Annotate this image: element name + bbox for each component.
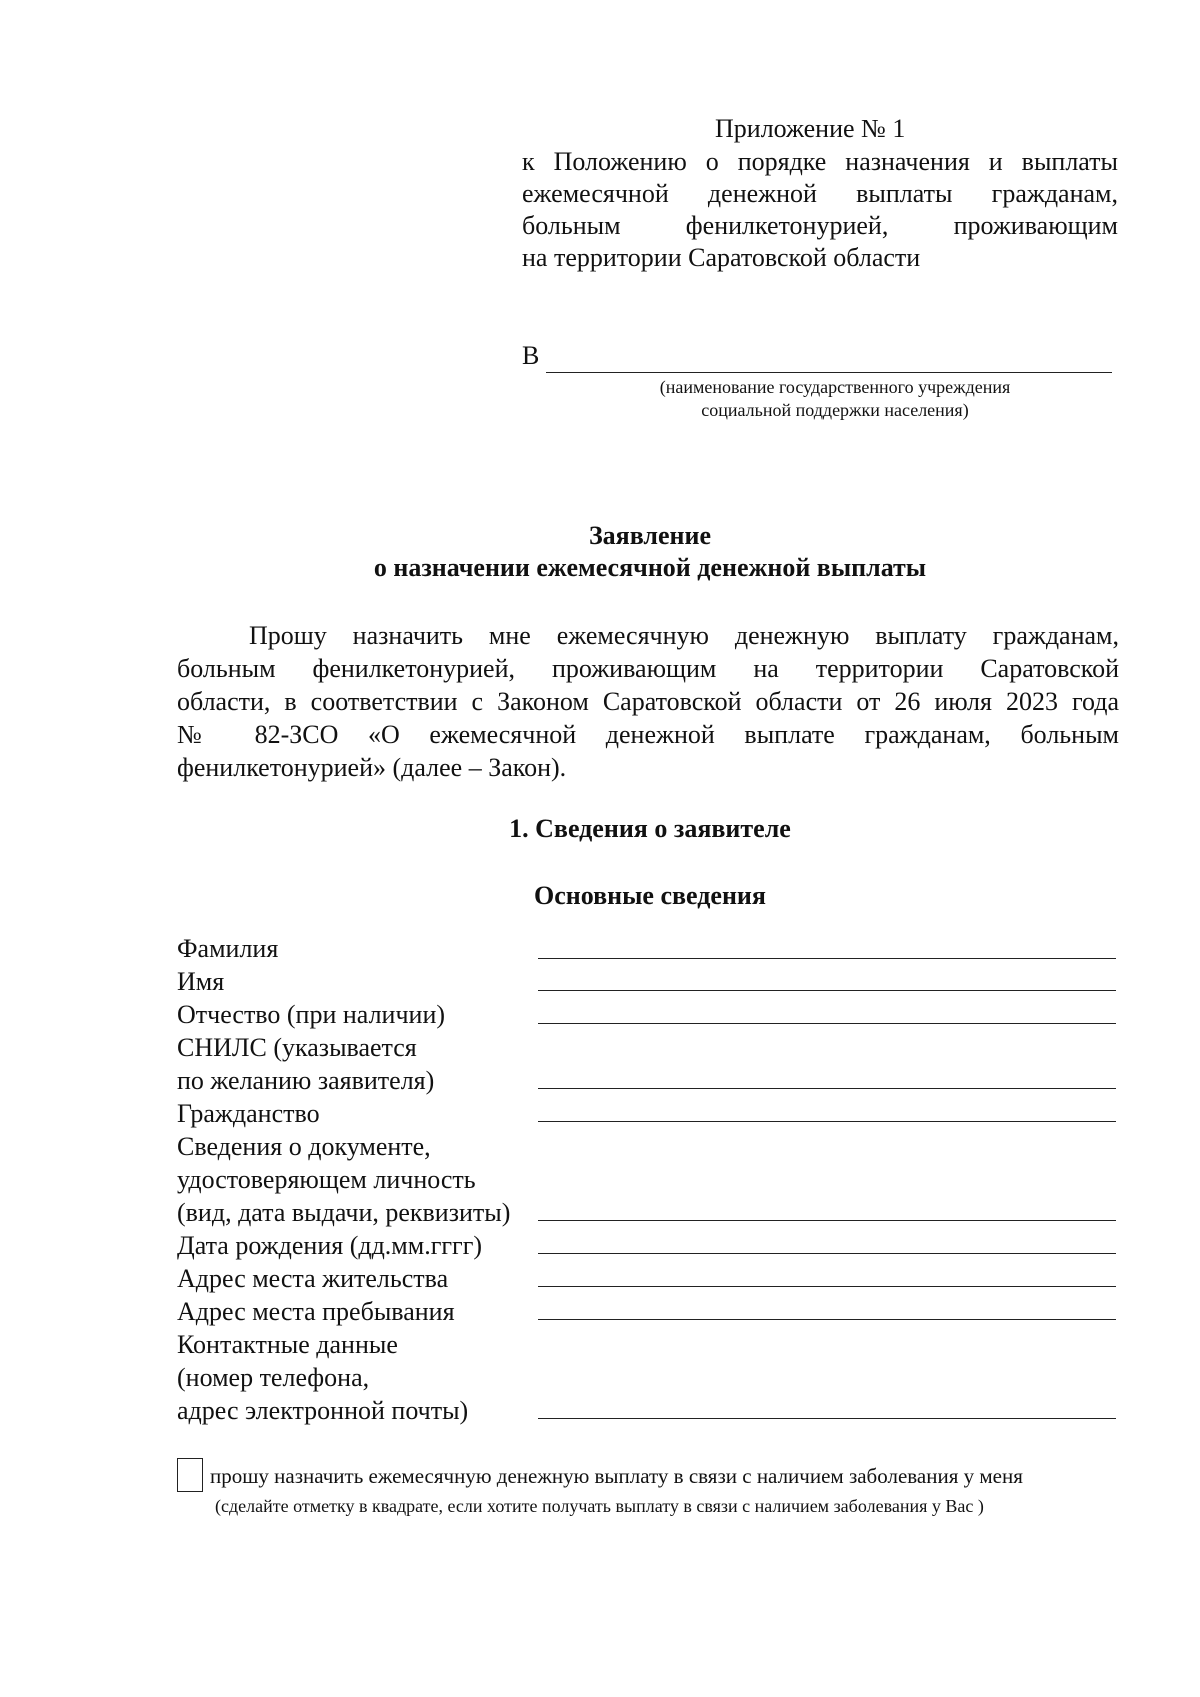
own-disease-checkbox-hint: (сделайте отметку в квадрате, если хотите получать выплату в связи с наличием заболевания у Вас )	[215, 1496, 984, 1516]
field-label-birth-date	[177, 1229, 482, 1262]
field-label-residence-address	[177, 1262, 448, 1295]
field-line-stay-address[interactable]	[538, 1319, 1116, 1320]
field-label-name	[177, 965, 224, 998]
field-label-line: Адрес места жительства	[177, 1264, 449, 1293]
addressee-caption	[600, 376, 1070, 422]
field-label-surname	[177, 932, 278, 965]
addressee-input-line[interactable]	[546, 372, 1112, 373]
field-line-contacts[interactable]	[538, 1418, 1116, 1419]
own-disease-checkbox[interactable]	[177, 1458, 203, 1492]
field-line-birth-date[interactable]	[538, 1253, 1116, 1254]
field-label-line: СНИЛС (указывается	[177, 1033, 417, 1062]
addressee-caption-line: социальной поддержки населения)	[701, 400, 969, 420]
field-line-citizenship[interactable]	[538, 1121, 1116, 1122]
appendix-title: Приложение № 1	[715, 114, 906, 143]
field-label-line: Контактные данные	[177, 1330, 398, 1359]
field-label-patronymic	[177, 998, 445, 1031]
field-label-line: Имя	[177, 967, 225, 996]
subsection-heading: Основные сведения	[534, 881, 766, 910]
field-label-snils	[177, 1031, 434, 1097]
document-title-line: о назначении ежемесячной денежной выплаты	[373, 553, 927, 582]
intro-line: больным фенилкетонурией, проживающим на территории Саратовской	[177, 654, 1119, 683]
document-title-line: Заявление	[588, 521, 712, 550]
field-line-id-document[interactable]	[538, 1220, 1116, 1221]
appendix-line: ежемесячной денежной выплаты гражданам,	[522, 179, 1118, 208]
field-label-line: Дата рождения (дд.мм.гггг)	[177, 1231, 483, 1260]
appendix-line: на территории Саратовской области	[522, 243, 921, 272]
intro-line: № 82-ЗСО «О ежемесячной денежной выплате гражданам, больным	[177, 720, 1119, 749]
intro-line: Прошу назначить мне ежемесячную денежную выплату гражданам,	[249, 621, 1119, 650]
field-label-line: (вид, дата выдачи, реквизиты)	[177, 1198, 511, 1227]
field-line-name[interactable]	[538, 990, 1116, 991]
own-disease-checkbox-label: прошу назначить ежемесячную денежную выплату в связи с наличием заболевания у меня	[210, 1464, 1023, 1488]
addressee-row	[522, 340, 1112, 376]
field-line-residence-address[interactable]	[538, 1286, 1116, 1287]
field-label-line: Отчество (при наличии)	[177, 1000, 446, 1029]
appendix-line: к Положению о порядке назначения и выплаты	[522, 147, 1118, 176]
field-label-stay-address	[177, 1295, 455, 1328]
addressee-prefix: В	[522, 341, 540, 370]
field-label-citizenship	[177, 1097, 320, 1130]
appendix-line: больным фенилкетонурией, проживающим	[522, 211, 1118, 240]
field-label-contacts	[177, 1328, 468, 1427]
field-label-line: Фамилия	[177, 934, 279, 963]
intro-paragraph	[177, 619, 1119, 784]
field-line-patronymic[interactable]	[538, 1023, 1116, 1024]
field-label-line: Гражданство	[177, 1099, 320, 1128]
field-label-line: (номер телефона,	[177, 1363, 370, 1392]
field-label-line: Сведения о документе,	[177, 1132, 431, 1161]
intro-line: области, в соответствии с Законом Саратовской области от 26 июля 2023 года	[177, 687, 1119, 716]
appendix-reference	[522, 146, 1118, 274]
field-label-line: Адрес места пребывания	[177, 1297, 455, 1326]
field-label-line: по желанию заявителя)	[177, 1066, 435, 1095]
intro-line: фенилкетонурией» (далее – Закон).	[177, 753, 567, 782]
field-line-snils[interactable]	[538, 1088, 1116, 1089]
field-label-id-document	[177, 1130, 510, 1229]
section-heading: 1. Сведения о заявителе	[509, 814, 791, 843]
field-label-line: удостоверяющем личность	[177, 1165, 476, 1194]
addressee-caption-line: (наименование государственного учреждения	[659, 377, 1011, 397]
field-label-line: адрес электронной почты)	[177, 1396, 469, 1425]
field-line-surname[interactable]	[538, 958, 1116, 959]
document-title	[0, 520, 1200, 584]
